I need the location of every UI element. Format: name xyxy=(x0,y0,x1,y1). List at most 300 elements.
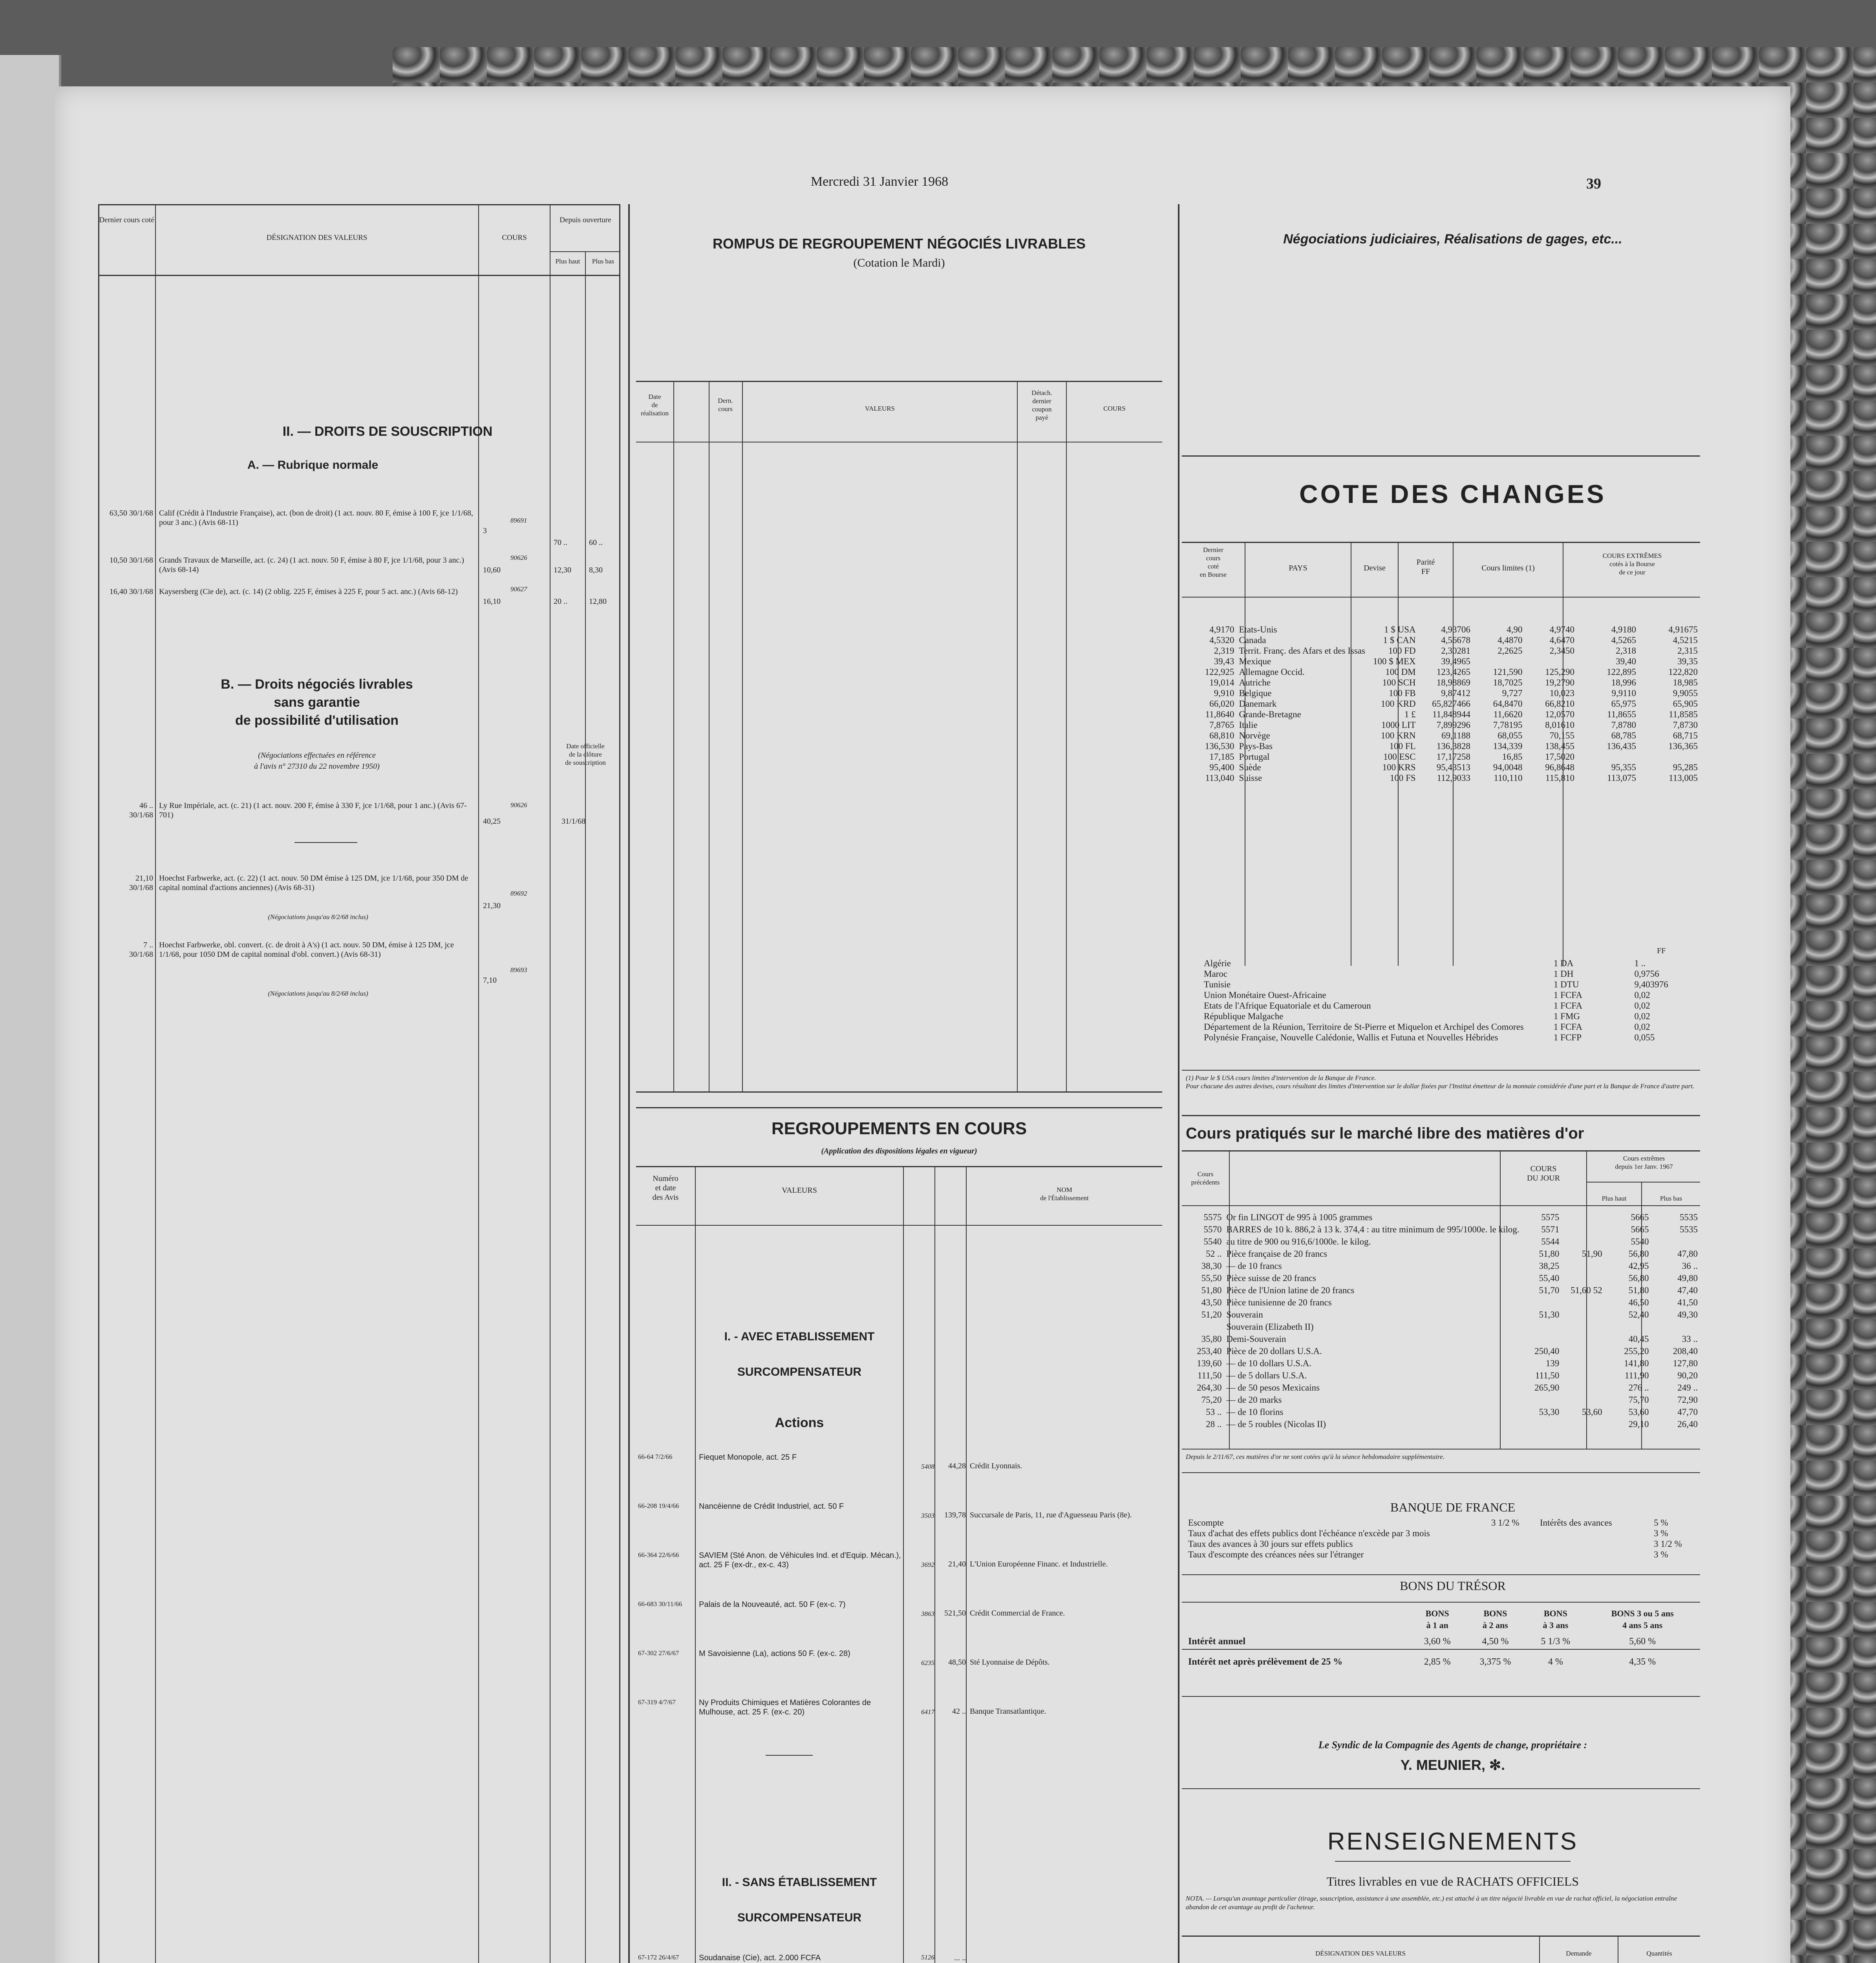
fx-cell: 1000 LIT xyxy=(1381,720,1416,730)
fx-cell: 134,339 xyxy=(1493,741,1523,751)
subsection-actions: Actions xyxy=(775,1415,824,1430)
gold-value: 52,40 xyxy=(1628,1310,1649,1320)
ff-devise: 1 FMG xyxy=(1553,1011,1580,1021)
ff-devise: 1 DH xyxy=(1553,969,1574,979)
fx-cell: 7,78195 xyxy=(1493,720,1523,730)
bons-cell: Intérêt net après prélèvement de 25 % xyxy=(1188,1657,1343,1667)
fx-cell: 100 FS xyxy=(1390,773,1416,783)
fx-cell: 2,30281 xyxy=(1441,646,1471,656)
ff-value: 9,403976 xyxy=(1634,980,1668,989)
fx-cell: 68,810 xyxy=(1209,731,1234,740)
bdf-row xyxy=(1186,1528,1700,1539)
fx-cell: 100 DM xyxy=(1385,667,1416,677)
gold-value xyxy=(1562,1382,1604,1394)
bons-cell: 4 % xyxy=(1548,1657,1563,1667)
ff-row xyxy=(1201,969,1700,979)
entry-date: 7 .. 30/1/68 xyxy=(129,941,153,959)
column-droits-souscription xyxy=(98,204,620,1963)
fx-cell: 7,899296 xyxy=(1436,720,1471,730)
fx-cell: 95,400 xyxy=(1209,762,1234,772)
bdf-cell: Intérêts des avances xyxy=(1540,1518,1612,1528)
row-code: 3863 xyxy=(921,1610,934,1618)
gold-value xyxy=(1562,1333,1604,1345)
gold-value: 141,80 xyxy=(1624,1358,1649,1368)
fx-cell: 100 FB xyxy=(1389,688,1416,698)
gold-value: 38,30 xyxy=(1201,1261,1222,1271)
fx-row xyxy=(1182,741,1700,751)
gold-label: — de 50 pesos Mexicains xyxy=(1226,1383,1320,1393)
bons-header xyxy=(1186,1608,1410,1631)
row-valeur: SAVIEM (Sté Anon. de Véhicules Ind. et d'Equip. Mécan.), act. 25 F (ex-dr., ex-c. 43) xyxy=(699,1551,901,1569)
gold-value: 5575 xyxy=(1203,1212,1222,1222)
fx-cell: 4,56678 xyxy=(1441,635,1471,645)
fx-row xyxy=(1182,751,1700,762)
gold-row xyxy=(1182,1406,1700,1418)
gold-value: 75,70 xyxy=(1628,1395,1649,1405)
ff-row xyxy=(1201,1022,1700,1032)
header-detach: Détach. dernier coupon payé xyxy=(1031,389,1052,421)
fx-cell: 2,3450 xyxy=(1549,646,1574,656)
fx-cell: 65,827466 xyxy=(1432,699,1471,709)
ff-territory: Maroc xyxy=(1204,969,1228,979)
section-sans-etablissement: II. - SANS ÉTABLISSEMENT SURCOMPENSATEUR xyxy=(722,1876,877,1924)
fx-cell: 68,715 xyxy=(1673,731,1698,740)
fx-cell: 39,40 xyxy=(1616,656,1636,666)
fx-cell: 68,055 xyxy=(1498,731,1523,740)
fx-cell: 121,590 xyxy=(1493,667,1523,677)
gold-value: 56,80 xyxy=(1628,1273,1649,1283)
row-code: 6235 xyxy=(921,1659,934,1667)
bons-cell: Intérêt annuel xyxy=(1188,1636,1245,1647)
ff-territory: République Malgache xyxy=(1204,1011,1284,1021)
gold-value xyxy=(1651,1321,1700,1333)
gold-row xyxy=(1182,1272,1700,1284)
header-plus-haut: Plus haut xyxy=(1602,1195,1627,1202)
fx-cell: 11,8585 xyxy=(1669,709,1698,719)
gold-label: — de 10 francs xyxy=(1226,1261,1282,1271)
entry-date: 46 .. 30/1/68 xyxy=(129,801,153,819)
entry-date: 21,10 30/1/68 xyxy=(129,874,153,892)
gold-row xyxy=(1182,1296,1700,1309)
fx-cell: 95,285 xyxy=(1673,762,1698,772)
ff-devise: 1 DTU xyxy=(1553,980,1579,989)
gold-label: au titre de 900 ou 916,6/1000e. le kilog. xyxy=(1226,1237,1371,1247)
row-valeur: Ny Produits Chimiques et Matières Colorantes de Mulhouse, act. 25 F. (ex-c. 20) xyxy=(699,1698,871,1716)
ff-table-wrap xyxy=(1201,958,1700,1043)
date-officielle: Date officielle de la clôture de souscription xyxy=(565,742,606,766)
note-negociations: (Négociations effectuées en référence à l'avis n° 27310 du 22 novembre 1950) xyxy=(254,751,380,771)
fx-cell: 18,7025 xyxy=(1493,678,1523,687)
gold-value xyxy=(1522,1418,1562,1430)
gold-value: 56,80 xyxy=(1628,1249,1649,1259)
fx-cell: 64,8470 xyxy=(1493,699,1523,709)
header-cours-limites: Cours limites (1) xyxy=(1481,564,1535,572)
gold-label: — de 20 marks xyxy=(1226,1395,1282,1405)
fx-cell: 10,023 xyxy=(1549,688,1574,698)
gold-value: 36 .. xyxy=(1682,1261,1698,1271)
fx-cell: 100 SCH xyxy=(1382,678,1416,687)
entry-cours: 7,10 xyxy=(483,976,497,985)
ff-value: 0,055 xyxy=(1634,1033,1655,1042)
ff-territory: Etats de l'Afrique Equatoriale et du Cameroun xyxy=(1204,1001,1371,1011)
gold-value: 90,20 xyxy=(1677,1371,1698,1380)
header-valeurs: VALEURS xyxy=(782,1186,817,1195)
gold-row xyxy=(1182,1211,1700,1223)
ff-row xyxy=(1201,1000,1700,1011)
fx-row xyxy=(1182,645,1700,656)
title-rachats-officiels: Titres livrables en vue de RACHATS OFFICIELS xyxy=(1326,1874,1579,1888)
bons-cell: 5,60 % xyxy=(1629,1636,1656,1647)
gold-value: 49,80 xyxy=(1677,1273,1698,1283)
bdf-cell xyxy=(1538,1539,1651,1549)
fx-cell: 113,040 xyxy=(1205,773,1234,783)
gold-value: 51,80 xyxy=(1201,1285,1222,1295)
gold-value: 264,30 xyxy=(1197,1383,1222,1393)
header-valeurs: VALEURS xyxy=(865,405,895,412)
gold-value: 51,60 52 xyxy=(1571,1285,1602,1295)
fx-cell: 2,315 xyxy=(1677,646,1698,656)
header-plus-bas: Plus bas xyxy=(592,258,614,265)
entry-bas: 60 .. xyxy=(589,538,603,547)
bdf-cell xyxy=(1489,1549,1538,1560)
ff-devise: 1 DA xyxy=(1553,958,1574,968)
ff-value: 0,02 xyxy=(1634,1022,1650,1032)
bons-header: BONS à 2 ans xyxy=(1483,1608,1508,1630)
row-valeur: Fiequet Monopole, act. 25 F xyxy=(699,1453,797,1462)
header-devise: Devise xyxy=(1364,564,1386,572)
row-avis: 66-64 7/2/66 xyxy=(638,1453,673,1460)
row-code: 3503 xyxy=(921,1512,934,1519)
gold-value xyxy=(1522,1296,1562,1309)
row-cours: ... .. xyxy=(954,1954,966,1962)
row-etablissement: Sté Lyonnaise de Dépôts. xyxy=(970,1658,1050,1667)
fx-cell: 96,8648 xyxy=(1545,762,1574,772)
ff-territory: Union Monétaire Ouest-Africaine xyxy=(1204,990,1326,1000)
bons-row xyxy=(1186,1631,1700,1652)
row-cours: 21,40 xyxy=(948,1560,966,1568)
row-avis: 66-683 30/11/66 xyxy=(638,1600,682,1608)
gold-row xyxy=(1182,1394,1700,1406)
header-plus-haut: Plus haut xyxy=(555,258,580,265)
gold-label: Pièce de 20 dollars U.S.A. xyxy=(1226,1346,1322,1356)
fx-cell xyxy=(1473,656,1525,667)
fx-country: Norvège xyxy=(1239,731,1270,740)
fx-cell: 11,6620 xyxy=(1493,709,1523,719)
fx-cell: 4,4870 xyxy=(1498,635,1523,645)
fx-row xyxy=(1182,709,1700,720)
bdf-cell xyxy=(1538,1528,1651,1539)
gold-value xyxy=(1562,1369,1604,1382)
fx-cell: 4,6470 xyxy=(1549,635,1574,645)
fx-cell: 11,8640 xyxy=(1205,709,1234,719)
gold-value: 26,40 xyxy=(1677,1419,1698,1429)
fx-cell: 4,5215 xyxy=(1673,635,1698,645)
gold-value: 40,45 xyxy=(1628,1334,1649,1344)
header-cours-extremes: COURS EXTRÊMES cotés à la Bourse de ce jour xyxy=(1602,552,1662,576)
fx-row xyxy=(1182,720,1700,730)
fx-cell: 4,9740 xyxy=(1549,625,1574,634)
gold-value: 43,50 xyxy=(1201,1298,1222,1307)
fx-cell: 4,93706 xyxy=(1441,625,1471,634)
fx-country: Etats-Unis xyxy=(1239,625,1277,634)
entry-bas: 8,30 xyxy=(589,566,603,574)
header-demande: Demande xyxy=(1566,1950,1592,1957)
entry-designation: Grands Travaux de Marseille, act. (c. 24) (1 act. nouv. 50 F, émise à 80 F, jce 1/1/68, pour 3 anc.) (Avis 68-14) xyxy=(159,556,464,574)
fx-country: Portugal xyxy=(1239,752,1270,762)
fx-cell: 100 FD xyxy=(1388,646,1416,656)
fx-cell: 136,365 xyxy=(1668,741,1698,751)
gold-table-wrap xyxy=(1182,1211,1700,1430)
row-avis: 67-319 4/7/67 xyxy=(638,1698,676,1706)
gold-value: 255,20 xyxy=(1624,1346,1649,1356)
gold-label: — de 5 dollars U.S.A. xyxy=(1226,1371,1307,1380)
fx-cell: 18,996 xyxy=(1611,678,1636,687)
fx-cell: 7,8765 xyxy=(1209,720,1234,730)
fx-cell: 122,820 xyxy=(1668,667,1698,677)
gold-value: 47,40 xyxy=(1677,1285,1698,1295)
row-valeur: Soudanaise (Cie), act. 2.000 FCFA xyxy=(699,1954,821,1962)
fx-cell: 1 $ CAN xyxy=(1383,635,1416,645)
bons-table xyxy=(1186,1608,1700,1672)
gold-row xyxy=(1182,1369,1700,1382)
gold-value: 5571 xyxy=(1541,1225,1560,1234)
header-plus-bas: Plus bas xyxy=(1660,1195,1682,1202)
entry-designation: Kaysersberg (Cie de), act. (c. 14) (2 oblig. 225 F, émises à 225 F, pour 5 act. anc.) (Avis 68-12) xyxy=(159,587,458,596)
fx-cell: 100 KRS xyxy=(1382,762,1416,772)
gold-row xyxy=(1182,1236,1700,1248)
entry-cours: 10,60 xyxy=(483,566,501,574)
fx-cell: 113,005 xyxy=(1669,773,1698,783)
gold-value xyxy=(1562,1357,1604,1369)
row-etablissement: Crédit Commercial de France. xyxy=(970,1609,1065,1618)
entry-note: (Négociations jusqu'au 8/2/68 inclus) xyxy=(268,990,368,997)
gold-value xyxy=(1562,1309,1604,1321)
column-rompus xyxy=(628,204,1170,1963)
fx-cell: 100 ESC xyxy=(1383,752,1416,762)
fx-cell: 100 $ MEX xyxy=(1373,656,1416,666)
entry-bas: 12,80 xyxy=(589,597,607,606)
note-changes: (1) Pour le $ USA cours limites d'intervention de la Banque de France. Pour chacune des autres devises, cours résultant des limites d'intervention sur le dollar fixées par l'Institut émetteur de la monnaie considérée d'une part et la Banque de France d'autre part. xyxy=(1186,1074,1695,1090)
fx-cell: 7,8730 xyxy=(1673,720,1698,730)
fx-cell: 70,155 xyxy=(1549,731,1574,740)
row-avis: 66-208 19/4/66 xyxy=(638,1502,679,1510)
entry-date: 63,50 30/1/68 xyxy=(109,509,153,517)
fx-cell: 100 FL xyxy=(1389,741,1416,751)
entry-code: 89692 xyxy=(510,890,527,897)
ff-territory: Algérie xyxy=(1204,958,1231,968)
entry-code: 90626 xyxy=(510,554,527,561)
gold-label: BARRES de 10 k. 886,2 à 13 k. 374,4 : au titre minimum de 995/1000e. le kilog. xyxy=(1226,1225,1519,1234)
row-cours: 521,50 xyxy=(944,1609,966,1618)
fx-cell: 1 $ USA xyxy=(1384,625,1416,634)
gold-value xyxy=(1651,1236,1700,1248)
fx-row xyxy=(1182,635,1700,645)
fx-cell: 112,9033 xyxy=(1437,773,1471,783)
fx-country: Suisse xyxy=(1239,773,1262,783)
gold-value: 33 .. xyxy=(1682,1334,1698,1344)
bdf-cell: 5 % xyxy=(1654,1518,1668,1528)
bons-header: BONS à 1 an xyxy=(1425,1608,1449,1630)
ff-value: 0,9756 xyxy=(1634,969,1659,979)
fx-cell: 94,0048 xyxy=(1493,762,1523,772)
bons-cell: 4,35 % xyxy=(1629,1657,1656,1667)
gold-value: 139 xyxy=(1545,1358,1560,1368)
header-date-realisation: Date de réalisation xyxy=(641,393,669,417)
fx-cell: 122,895 xyxy=(1607,667,1636,677)
gold-value: 42,95 xyxy=(1628,1261,1649,1271)
row-etablissement: Succursale de Paris, 11, rue d'Aguesseau Paris (8e). xyxy=(970,1511,1132,1519)
ff-row xyxy=(1201,958,1700,969)
title-bons-du-tresor: BONS DU TRÉSOR xyxy=(1400,1579,1506,1593)
fx-row xyxy=(1182,730,1700,741)
fx-country: Territ. Franç. des Afars et des Issas xyxy=(1239,646,1366,656)
row-valeur: M Savoisienne (La), actions 50 F. (ex-c. 28) xyxy=(699,1649,850,1658)
entry-code: 90626 xyxy=(510,801,527,809)
fx-cell: 69,1188 xyxy=(1441,731,1471,740)
fx-cell: 115,810 xyxy=(1545,773,1574,783)
fx-cell: 122,925 xyxy=(1205,667,1234,677)
row-code: 5126 xyxy=(921,1954,934,1961)
gold-value: 72,90 xyxy=(1677,1395,1698,1405)
fx-country: Danemark xyxy=(1239,699,1277,709)
bdf-cell xyxy=(1489,1539,1538,1549)
bons-row xyxy=(1186,1652,1700,1672)
bons-cell: 5 1/3 % xyxy=(1541,1636,1571,1647)
bdf-cell: Taux d'achat des effets publics dont l'échéance n'excède par 3 mois xyxy=(1188,1528,1430,1538)
bons-cell: 4,50 % xyxy=(1482,1636,1509,1647)
entry-note: (Négociations jusqu'au 8/2/68 inclus) xyxy=(268,913,368,921)
fx-country: Pays-Bas xyxy=(1239,741,1273,751)
gold-value: 53,30 xyxy=(1539,1407,1560,1417)
newspaper-page xyxy=(55,86,1790,1963)
gold-row xyxy=(1182,1321,1700,1333)
gold-value: 47,80 xyxy=(1677,1249,1698,1259)
gold-value xyxy=(1522,1394,1562,1406)
fx-cell: 9,9055 xyxy=(1673,688,1698,698)
ff-label: FF xyxy=(1657,947,1666,955)
fx-country: Grande-Bretagne xyxy=(1239,709,1301,719)
fx-cell: 17,17258 xyxy=(1436,752,1471,762)
fx-cell: 100 KRN xyxy=(1380,731,1416,740)
header-numero: Numéro et date des Avis xyxy=(652,1174,679,1202)
row-valeur: Palais de la Nouveauté, act. 50 F (ex-c. 7) xyxy=(699,1600,846,1609)
note-or: Depuis le 2/11/67, ces matières d'or ne sont cotées qu'à la séance hebdomadaire supplémentaire. xyxy=(1186,1453,1444,1460)
fx-cell: 113,075 xyxy=(1607,773,1636,783)
fx-cell: 11,8655 xyxy=(1607,709,1636,719)
fx-cell: 18,98869 xyxy=(1436,678,1471,687)
subtitle-rompus: (Cotation le Mardi) xyxy=(853,256,945,269)
row-etablissement: Crédit Lyonnais. xyxy=(970,1462,1022,1470)
bons-cell: 3,375 % xyxy=(1479,1657,1511,1667)
fx-cell: 7,8780 xyxy=(1611,720,1636,730)
ff-territory: Département de la Réunion, Territoire de St-Pierre et Miquelon et Archipel des Comores xyxy=(1204,1022,1524,1032)
fx-cell: 19,2790 xyxy=(1545,678,1574,687)
gold-value: 51,20 xyxy=(1201,1310,1222,1320)
fx-cell: 4,9180 xyxy=(1611,625,1636,634)
gold-value: 51,70 xyxy=(1539,1285,1560,1295)
fx-country: Belgique xyxy=(1239,688,1272,698)
fx-cell: 17,5020 xyxy=(1545,752,1574,762)
ff-row xyxy=(1201,979,1700,990)
title-negociations: Négociations judiciaires, Réalisations de gages, etc... xyxy=(1283,232,1622,247)
bdf-cell: Taux des avances à 30 jours sur effets publics xyxy=(1188,1539,1353,1549)
gold-value: 5544 xyxy=(1541,1237,1560,1247)
fx-cell: 4,91675 xyxy=(1668,625,1698,634)
fx-cell xyxy=(1525,656,1576,667)
section-avec-etablissement: I. - AVEC ETABLISSEMENT SURCOMPENSATEUR xyxy=(724,1330,875,1378)
row-cours: 48,50 xyxy=(948,1658,966,1667)
ff-row xyxy=(1201,1032,1700,1043)
entry-date: 10,50 30/1/68 xyxy=(109,556,153,565)
fx-cell xyxy=(1577,751,1638,762)
fx-cell: 4,5320 xyxy=(1209,635,1234,645)
bdf-cell: 3 1/2 % xyxy=(1491,1518,1519,1528)
gold-label: Souverain (Elizabeth II) xyxy=(1226,1322,1314,1332)
fx-cell: 95,355 xyxy=(1611,762,1636,772)
gold-value: 5540 xyxy=(1203,1237,1222,1247)
ff-territory: Tunisie xyxy=(1204,980,1231,989)
gold-row xyxy=(1182,1309,1700,1321)
syndic-name: Y. MEUNIER, ✻. xyxy=(1400,1757,1505,1773)
title-marche-libre: Cours pratiqués sur le marché libre des matières d'or xyxy=(1186,1125,1584,1142)
bons-cell: 3,60 % xyxy=(1424,1636,1451,1647)
column-changes xyxy=(1178,204,1728,1963)
entry-cours: 40,25 xyxy=(483,817,501,826)
entry-date: 16,40 30/1/68 xyxy=(109,587,153,596)
section-droits-souscription: II. — DROITS DE SOUSCRIPTION xyxy=(282,424,493,439)
row-cours: 44,28 xyxy=(948,1462,966,1470)
gold-value: 5535 xyxy=(1680,1225,1698,1234)
fx-cell: 2,2625 xyxy=(1498,646,1523,656)
bons-header: BONS à 3 ans xyxy=(1543,1608,1569,1630)
entry-cours: 21,30 xyxy=(483,901,501,910)
header-dernier-cours: Dernier cours coté en Bourse xyxy=(1199,546,1227,578)
gold-value: 5665 xyxy=(1631,1212,1649,1222)
row-avis: 67-172 26/4/67 xyxy=(638,1954,679,1961)
bons-wrap xyxy=(1186,1608,1700,1672)
gold-value xyxy=(1562,1345,1604,1357)
fx-cell: 2,319 xyxy=(1214,646,1234,656)
header-cours-precedents: Cours précédents xyxy=(1191,1170,1220,1186)
gold-table xyxy=(1182,1211,1700,1430)
fx-cell: 11,848944 xyxy=(1432,709,1471,719)
fx-country: Canada xyxy=(1239,635,1266,645)
gold-value: 28 .. xyxy=(1206,1419,1222,1429)
gold-value: 5540 xyxy=(1631,1237,1649,1247)
fx-cell: 17,185 xyxy=(1209,752,1234,762)
bons-header: BONS 3 ou 5 ans 4 ans 5 ans xyxy=(1611,1608,1674,1630)
fx-cell: 4,5265 xyxy=(1611,635,1636,645)
gold-value: 250,40 xyxy=(1534,1346,1560,1356)
row-etablissement: Banque Transatlantique. xyxy=(970,1707,1046,1716)
fx-cell: 16,85 xyxy=(1502,752,1523,762)
fx-row xyxy=(1182,667,1700,677)
fx-cell: 136,435 xyxy=(1607,741,1636,751)
fx-cell: 125,290 xyxy=(1545,667,1574,677)
subtitle-regroupements: (Application des dispositions légales en vigueur) xyxy=(821,1147,977,1155)
gold-value xyxy=(1562,1260,1604,1272)
gold-row xyxy=(1182,1333,1700,1345)
gold-row xyxy=(1182,1223,1700,1236)
entry-designation: Hoechst Farbwerke, act. (c. 22) (1 act. nouv. 50 DM émise à 125 DM, jce 1/1/68, pour 350 DM de capital nominal d'actions anciennes) (Avis 68-31) xyxy=(159,874,468,892)
fx-cell: 2,318 xyxy=(1616,646,1636,656)
gold-value: 53 .. xyxy=(1206,1407,1222,1417)
bdf-row xyxy=(1186,1539,1700,1549)
gold-value: 55,50 xyxy=(1201,1273,1222,1283)
fx-cell: 9,910 xyxy=(1214,688,1234,698)
ff-devise: 1 FCFP xyxy=(1553,1033,1582,1042)
gold-value: 46,50 xyxy=(1628,1298,1649,1307)
